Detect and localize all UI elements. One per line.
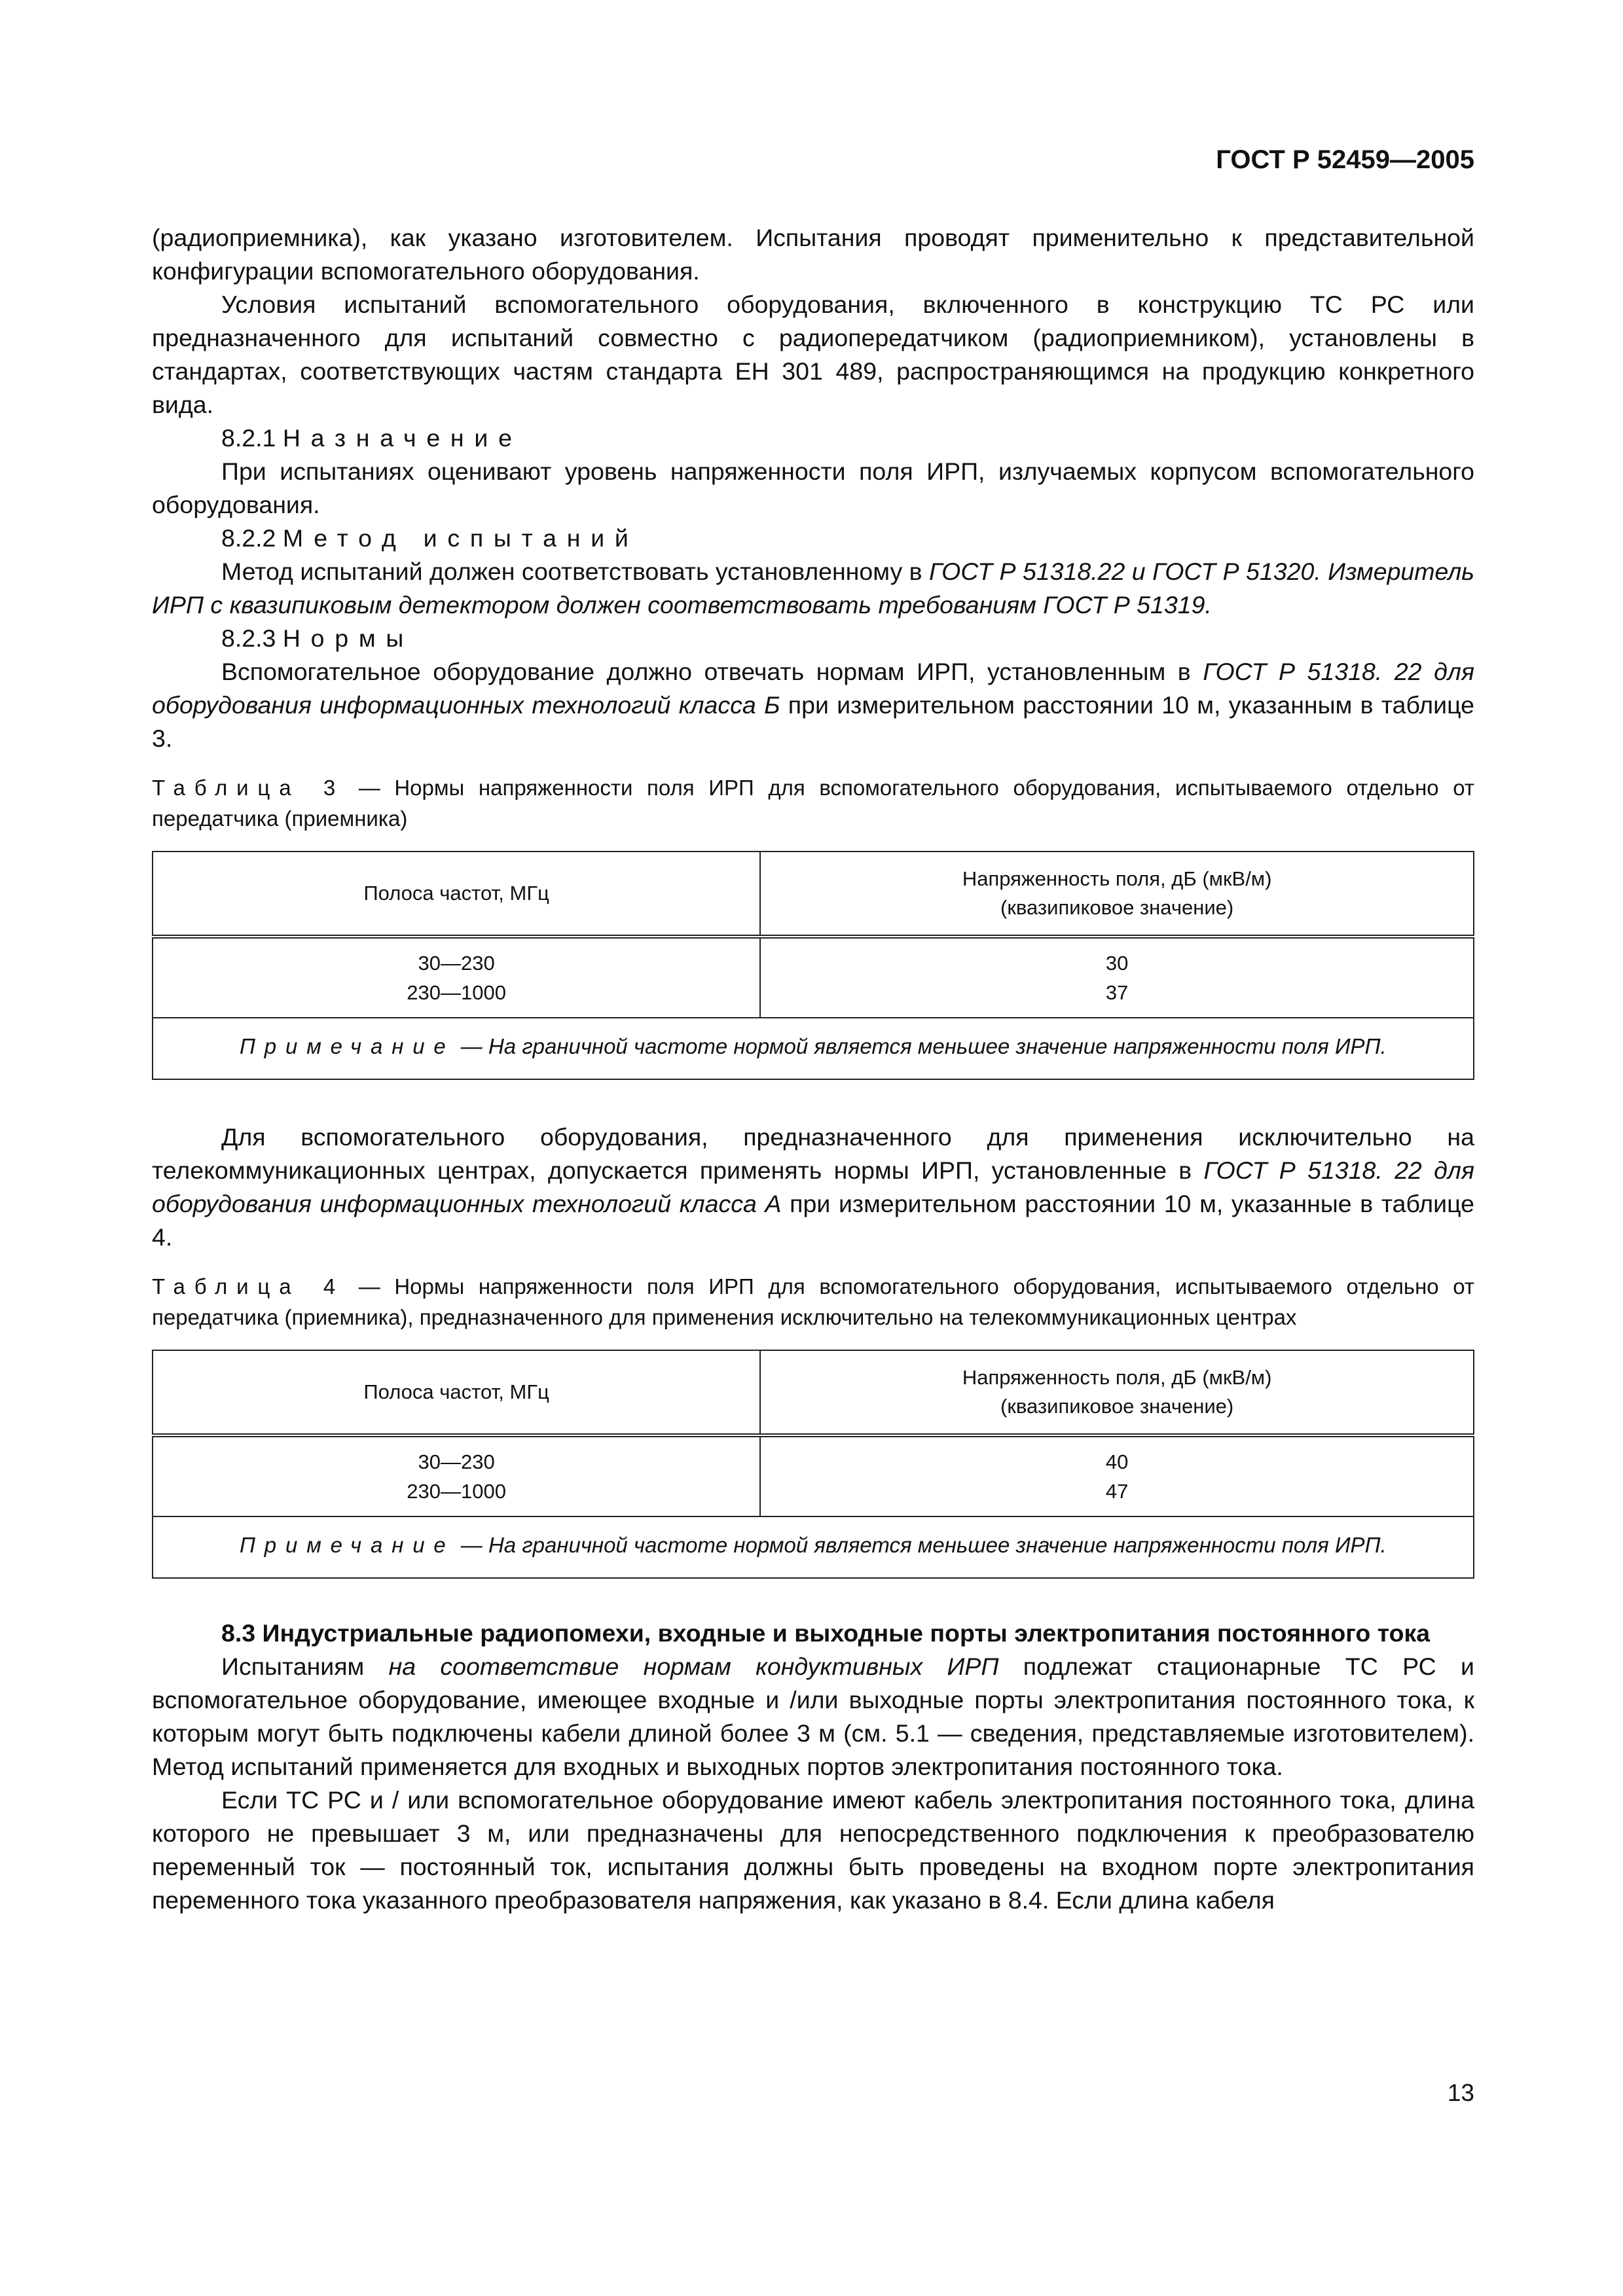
table-row <box>153 937 1474 1018</box>
section-title: Назначение <box>282 424 522 452</box>
section-number: 8.2.2 <box>221 524 276 552</box>
text-run: Метод испытаний должен соответствовать установленному в <box>221 558 929 585</box>
section-heading-8-2-1 <box>152 422 1474 455</box>
value-cell <box>760 1435 1474 1516</box>
band-value: 230—1000 <box>407 981 506 1004</box>
text-run: подлежат стационарные ТС РС и вспомогательное оборудование, имеющее входные и /или выходные порты электропитания постоянного тока, к которым могут быть подключены кабели длиной более 3 м (см. 5.1 — сведения, представляемые изготовителем). Метод испытаний применяется для входных и выходных портов электропитания постоянного тока. <box>152 1653 1474 1780</box>
column-header-band: Полоса частот, МГц <box>153 852 760 937</box>
header-line: Напряженность поля, дБ (мкВ/м) <box>962 867 1272 890</box>
table-3-caption <box>152 772 1474 834</box>
band-value: 30—230 <box>418 952 495 975</box>
table-note <box>153 1516 1474 1578</box>
section-heading-8-2-2 <box>152 522 1474 555</box>
note-label: Примечание <box>240 1533 455 1557</box>
table-4-caption <box>152 1271 1474 1333</box>
text-run: Испытаниям <box>221 1653 389 1680</box>
caption-label: Таблица 3 <box>152 776 345 800</box>
caption-text: — Нормы напряженности поля ИРП для вспомогательного оборудования, испытываемого отдельно от передатчика (приемника), предназначенного для применения исключительно на телекоммуникационных центрах <box>152 1274 1474 1329</box>
section-heading-8-3: 8.3 Индустриальные радиопомехи, входные и выходные порты электропитания постоянного тока <box>221 1619 1431 1647</box>
table-row <box>153 1435 1474 1516</box>
standard-reference: ГОСТ Р 51318. 22 для оборудования информационных технологий класса Б <box>152 658 1474 719</box>
field-value: 47 <box>1105 1480 1129 1503</box>
field-value: 30 <box>1105 952 1129 975</box>
text-run: при измерительном расстоянии 10 м, указанные в таблице 4. <box>152 1190 1474 1251</box>
paragraph: (радиоприемника), как указано изготовителем. Испытания проводят применительно к представительной конфигурации вспомогательного оборудования. <box>152 224 1474 285</box>
band-cell <box>153 1435 760 1516</box>
table-note-row <box>153 1018 1474 1079</box>
field-value: 37 <box>1105 981 1129 1004</box>
caption-text: — Нормы напряженности поля ИРП для вспомогательного оборудования, испытываемого отдельно от передатчика (приемника) <box>152 776 1474 831</box>
note-text: — На граничной частоте нормой является меньшее значение напряженности поля ИРП. <box>454 1533 1387 1557</box>
table-header-row <box>153 1350 1474 1435</box>
paragraph: Если ТС РС и / или вспомогательное оборудование имеют кабель электропитания постоянного тока, длина которого не превышает 3 м, или предназначены для непосредственного подключения к преобразователю переменный ток — постоянный ток, испытания должны быть проведены на входном порте электропитания переменного тока указанного преобразователя напряжения, как указано в 8.4. Если длина кабеля <box>152 1786 1474 1914</box>
page-body <box>152 221 1474 1917</box>
page-number: 13 <box>1447 2079 1474 2106</box>
table-note <box>153 1018 1474 1079</box>
paragraph <box>152 1650 1474 1784</box>
text-run: Вспомогательное оборудование должно отвечать нормам ИРП, установленным в <box>221 658 1203 685</box>
paragraph <box>152 555 1474 622</box>
note-label: Примечание <box>240 1034 455 1058</box>
section-number: 8.2.3 <box>221 624 276 652</box>
header-line: (квазипиковое значение) <box>1000 896 1234 919</box>
section-title: Нормы <box>282 624 414 652</box>
value-cell <box>760 937 1474 1018</box>
table-3 <box>152 851 1474 1080</box>
table-4 <box>152 1350 1474 1579</box>
section-heading-8-2-3 <box>152 622 1474 655</box>
column-header-band: Полоса частот, МГц <box>153 1350 760 1435</box>
note-text: — На граничной частоте нормой является меньшее значение напряженности поля ИРП. <box>454 1034 1387 1058</box>
paragraph: При испытаниях оценивают уровень напряженности поля ИРП, излучаемых корпусом вспомогательного оборудования. <box>152 457 1474 518</box>
header-line: Напряженность поля, дБ (мкВ/м) <box>962 1366 1272 1389</box>
section-title: Метод испытаний <box>282 524 639 552</box>
standard-reference: ГОСТ Р 51318. 22 для оборудования информационных технологий класса А <box>152 1157 1474 1217</box>
table-note-row <box>153 1516 1474 1578</box>
emphasis-text: на соответствие нормам кондуктивных ИРП <box>388 1653 999 1680</box>
field-value: 40 <box>1105 1450 1129 1473</box>
caption-label: Таблица 4 <box>152 1274 345 1299</box>
band-cell <box>153 937 760 1018</box>
text-run: Для вспомогательного оборудования, предназначенного для применения исключительно на телекоммуникационных центрах, допускается применять нормы ИРП, установленные в <box>152 1123 1474 1184</box>
paragraph <box>152 655 1474 755</box>
paragraph: Условия испытаний вспомогательного оборудования, включенного в конструкцию ТС РС или предназначенного для испытаний совместно с радиопередатчиком (радиоприемником), установлены в стандартах, соответствующих частям стандарта ЕН 301 489, распространяющимся на продукцию конкретного вида. <box>152 291 1474 418</box>
table-header-row <box>153 852 1474 937</box>
band-value: 230—1000 <box>407 1480 506 1503</box>
document-id-header: ГОСТ Р 52459—2005 <box>1216 145 1474 174</box>
standard-reference: ГОСТ Р 51318.22 и ГОСТ Р 51320. Измеритель ИРП с квазипиковым детектором должен соответствовать требованиям ГОСТ Р 51319. <box>152 558 1474 619</box>
band-value: 30—230 <box>418 1450 495 1473</box>
paragraph <box>152 1121 1474 1254</box>
text-run: при измерительном расстоянии 10 м, указанным в таблице 3. <box>152 691 1475 752</box>
column-header-field-strength <box>760 1350 1474 1435</box>
section-number: 8.2.1 <box>221 424 276 452</box>
column-header-field-strength <box>760 852 1474 937</box>
header-line: (квазипиковое значение) <box>1000 1395 1234 1418</box>
